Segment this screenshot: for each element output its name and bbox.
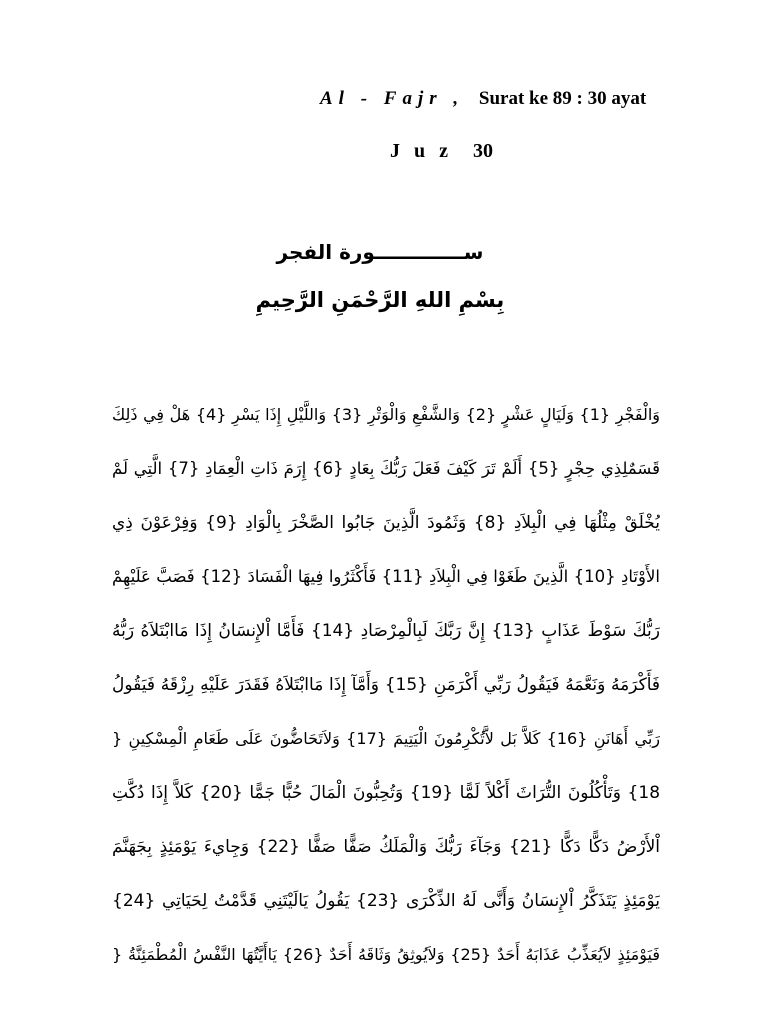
verses-block xyxy=(112,388,660,982)
verse-line: يَوْمَئِذٍ يَتَذَكَّرُ اْلإِنسَانُ وَأَنَّى لَهُ الذِّكْرَى {23} يَقُولُ يَالَيْتَنِي قَدَّمْتُ لِحَيَاتِي {24} xyxy=(112,891,660,911)
surah-name: Al - Fajr , xyxy=(320,88,465,109)
verse-line: رَبِّي أَهَانَنِ {16} كَلاَّ بَل لاَّتُكْرِمُونَ الْيَتِيمَ {17} وَلاَتَحَاضُّونَ عَلَى طَعَامِ الْمِسْكِينِ { xyxy=(112,729,660,748)
verse-line: 18} وَتَأْكُلُونَ التُّرَاثَ أَكْلاً لَمًّا {19} وَتُحِبُّونَ الْمَالَ حُبًّا جَمًّا {20} كَلاَّ إِذَا دُكَّتِ xyxy=(112,783,660,803)
surah-info: Surat ke 89 : 30 ayat xyxy=(478,88,647,109)
verse-line: فَيَوْمَئِذٍ لاَيُعَذِّبُ عَذَابَهُ أَحَدٌ {25} وَلاَيُوثِقُ وَثَاقَهُ أَحَدٌ {26} يَاأَيَّتُهَا النَّفْسُ الْمُطْمَئِنَّةُ { xyxy=(112,945,660,964)
verse-line: وَالْفَجْرِ {1} وَلَيَالٍ عَشْرٍ {2} وَالشَّفْعِ وَالْوَتْرِ {3} وَاللَّيْلِ إِذَا يَسْرِ {4} هَلْ فِي ذَلِكَ xyxy=(112,405,660,424)
verse-line: فَأَكْرَمَهُ وَنَعَّمَهُ فَيَقُولُ رَبِّي أَكْرَمَنِ {15} وَأَمَّآ إِذَا مَاابْتَلاَهُ فَقَدَرَ عَلَيْهِ رِزْقَهُ فَيَقُولُ xyxy=(112,675,660,695)
verse-line: الأَوْتَادِ {10} الَّذِينَ طَغَوْا فِي الْبِلاَدِ {11} فَأَكْثَرُوا فِيهَا الْفَسَادَ {12} فَصَبَّ عَلَيْهِمْ xyxy=(112,567,660,586)
verse-line: يُخْلَقْ مِثْلُهَا فِي الْبِلاَدِ {8} وَثَمُودَ الَّذِينَ جَابُوا الصَّخْرَ بِالْوَادِ {9} وَفِرْعَوْنَ ذِي xyxy=(112,513,660,533)
verse-line: اْلأَرْضُ دَكًّا دَكًّا {21} وَجَآءَ رَبُّكَ وَالْمَلَكُ صَفًّا صَفًّا {22} وَجِايءَ يَوْمَئِذٍ بِجَهَنَّمَ xyxy=(112,837,660,857)
juz-number: 30 xyxy=(473,140,493,162)
basmala: بِسْمِ اللهِ الرَّحْمَنِ الرَّحِيمِ xyxy=(255,288,505,312)
juz-label: Juz xyxy=(390,140,462,162)
arabic-surah-title: ســـــــــــــورة الفجر xyxy=(276,240,484,264)
juz-header xyxy=(390,140,493,163)
verse-line: رَبُّكَ سَوْطَ عَذَابٍ {13} إِنَّ رَبَّكَ لَبِالْمِرْصَادِ {14} فَأَمَّا اْلإِنسَانُ إِذَا مَاابْتَلاَهُ رَبُّهُ xyxy=(112,621,660,641)
surah-header xyxy=(320,88,760,110)
verse-line: قَسَمٌلِذِي حِجْرٍ {5} أَلَمْ تَرَ كَيْفَ فَعَلَ رَبُّكَ بِعَادٍ {6} إِرَمَ ذَاتِ الْعِمَادِ {7} الَّتِي لَمْ xyxy=(112,459,660,478)
